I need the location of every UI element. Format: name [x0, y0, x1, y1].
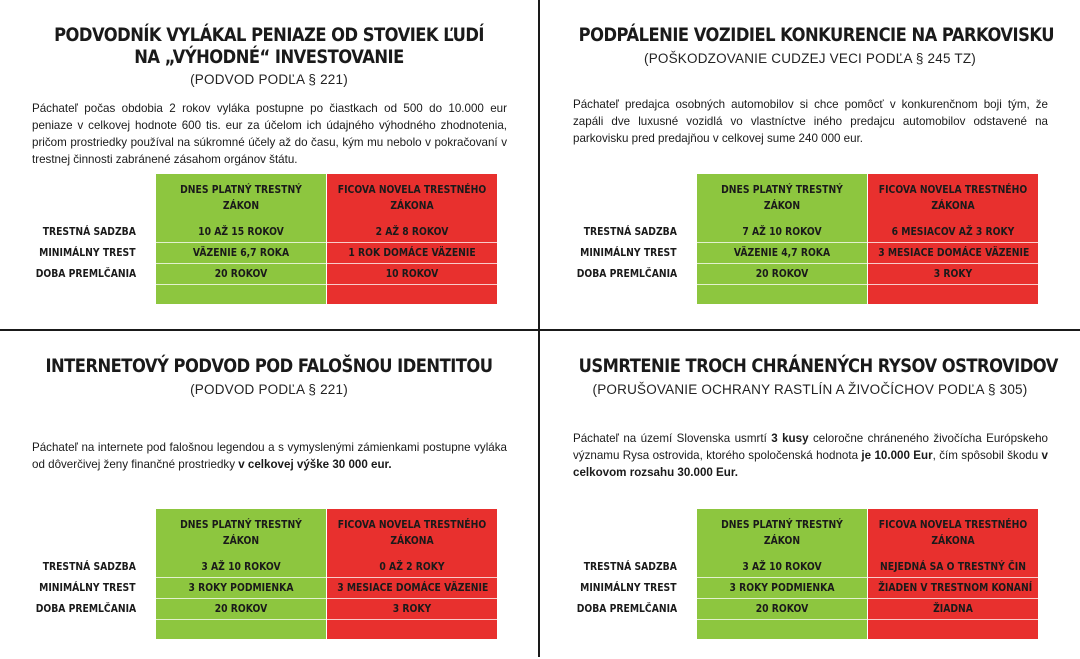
table-row: [0, 557, 538, 578]
panel-investment-fraud: [0, 0, 538, 328]
current-value: 20 ROKOV: [214, 268, 268, 280]
table-row: [541, 557, 1079, 578]
current-value: 20 ROKOV: [755, 268, 809, 280]
description-text: Páchateľ na internete pod falošnou legendou a s vymyslenými zámienkami postupne vyláka od dôverčivej ženy finančné prostriedky: [32, 441, 507, 471]
panel-title: [38, 355, 501, 377]
row-separator: [697, 284, 1038, 285]
proposed-value: NEJEDNÁ SA O TRESTNÝ ČIN: [880, 561, 1026, 573]
proposed-value: 2 AŽ 8 ROKOV: [375, 226, 449, 238]
row-label: MINIMÁLNY TREST: [39, 247, 136, 259]
row-separator: [156, 284, 497, 285]
row-label: MINIMÁLNY TREST: [580, 247, 677, 259]
comparison-table: [541, 509, 1079, 639]
panel-title-line-1: USMRTENIE TROCH CHRÁNENÝCH RYSOV OSTROVIDOV: [578, 355, 1058, 377]
current-value: 20 ROKOV: [214, 603, 268, 615]
row-label: DOBA PREMLČANIA: [576, 603, 677, 615]
row-label: DOBA PREMLČANIA: [35, 603, 136, 615]
row-label: TRESTNÁ SADZBA: [583, 561, 677, 573]
table-row: [541, 243, 1079, 264]
current-value: 3 AŽ 10 ROKOV: [201, 561, 281, 573]
table-row: [541, 264, 1079, 285]
proposed-value: 3 ROKY: [392, 603, 432, 615]
table-row: [0, 243, 538, 264]
proposed-value: 10 ROKOV: [385, 268, 439, 280]
proposed-value: ŽIADNA: [933, 603, 973, 615]
panel-description: [573, 96, 1048, 147]
current-law-header: DNES PLATNÝ TRESTNÝ ZÁKON: [721, 519, 843, 547]
panel-title-line-1: PODVODNÍK VYLÁKAL PENIAZE OD STOVIEK ĽUDÍ: [54, 24, 484, 46]
row-label: TRESTNÁ SADZBA: [42, 561, 136, 573]
panel-lynx-killing: [541, 331, 1079, 659]
panel-subtitle: (POŠKODZOVANIE CUDZEJ VECI PODĽA § 245 TZ): [644, 51, 976, 66]
proposed-value: 6 MESIACOV AŽ 3 ROKY: [891, 226, 1015, 238]
current-value: 3 AŽ 10 ROKOV: [742, 561, 822, 573]
description-emphasis: 3 kusy: [771, 432, 809, 445]
current-value: VÄZENIE 4,7 ROKA: [733, 247, 831, 259]
table-row: [0, 264, 538, 285]
current-value: 10 AŽ 15 ROKOV: [198, 226, 284, 238]
panel-title-line-2: NA „VÝHODNÉ“ INVESTOVANIE: [134, 46, 404, 68]
proposed-law-header: FICOVA NOVELA TRESTNÉHO ZÁKONA: [337, 519, 487, 547]
panel-description: [32, 100, 507, 168]
panel-vehicle-arson: [541, 0, 1079, 328]
description-text: Páchateľ počas obdobia 2 rokov vyláka postupne po čiastkach od 500 do 10.000 eur peniaze v celkovej hodnote 600 tis. eur za účelom ich údajného výhodného zhodnotenia, pričom prostriedky používal na súkromné účely až do času, kým mu nebolo v pokračovaní v trestnej činnosti zabránené zásahom orgánov štátu.: [32, 102, 507, 166]
proposed-value: 1 ROK DOMÁCE VÄZENIE: [348, 247, 476, 259]
panel-subtitle: (PODVOD PODĽA § 221): [190, 382, 348, 397]
description-text: Páchateľ na území Slovenska usmrtí: [573, 432, 772, 445]
proposed-law-header: FICOVA NOVELA TRESTNÉHO ZÁKONA: [878, 184, 1028, 212]
current-value: 3 ROKY PODMIENKA: [729, 582, 835, 594]
proposed-value: 3 ROKY: [933, 268, 973, 280]
table-row: [0, 222, 538, 243]
current-value: VÄZENIE 6,7 ROKA: [192, 247, 290, 259]
row-label: MINIMÁLNY TREST: [39, 582, 136, 594]
panel-title: [38, 24, 501, 68]
description-emphasis: v celkovej výške 30 000 eur.: [238, 458, 392, 471]
panel-subtitle: (PODVOD PODĽA § 221): [190, 72, 348, 87]
proposed-value: 3 MESIACE DOMÁCE VÄZENIE: [337, 582, 489, 594]
current-law-header: DNES PLATNÝ TRESTNÝ ZÁKON: [180, 184, 302, 212]
proposed-value: ŽIADEN V TRESTNOM KONANÍ: [878, 582, 1033, 594]
proposed-value: 0 AŽ 2 ROKY: [379, 561, 445, 573]
proposed-law-header: FICOVA NOVELA TRESTNÉHO ZÁKONA: [337, 184, 487, 212]
row-label: TRESTNÁ SADZBA: [583, 226, 677, 238]
current-value: 3 ROKY PODMIENKA: [188, 582, 294, 594]
table-row: [541, 222, 1079, 243]
current-law-header: DNES PLATNÝ TRESTNÝ ZÁKON: [721, 184, 843, 212]
current-value: 20 ROKOV: [755, 603, 809, 615]
description-text: celoročne chráneného živočícha Európskeho významu Rysa ostrovida, ktorého spoločenská hodnota: [573, 432, 1048, 462]
current-value: 7 AŽ 10 ROKOV: [742, 226, 822, 238]
panel-title: [578, 355, 1058, 377]
panel-internet-fraud: [0, 331, 538, 659]
description-emphasis: je 10.000 Eur: [861, 449, 933, 462]
panel-subtitle: (PORUŠOVANIE OCHRANY RASTLÍN A ŽIVOČÍCHOV PODĽA § 305): [592, 382, 1028, 397]
panel-title: [578, 24, 1054, 46]
comparison-table: [0, 174, 538, 304]
row-separator: [156, 619, 497, 620]
table-row: [541, 578, 1079, 599]
panel-description: [573, 430, 1048, 481]
row-label: TRESTNÁ SADZBA: [42, 226, 136, 238]
panel-title-line-1: INTERNETOVÝ PODVOD POD FALOŠNOU IDENTITOU: [45, 355, 493, 377]
row-label: DOBA PREMLČANIA: [576, 268, 677, 280]
panel-title-line-1: PODPÁLENIE VOZIDIEL KONKURENCIE NA PARKOVISKU: [578, 24, 1054, 46]
description-emphasis: v celkovom rozsahu 30.000 Eur.: [573, 449, 1048, 479]
current-law-header: DNES PLATNÝ TRESTNÝ ZÁKON: [180, 519, 302, 547]
proposed-law-header: FICOVA NOVELA TRESTNÉHO ZÁKONA: [878, 519, 1028, 547]
description-text: , čím spôsobil škodu: [932, 449, 1042, 462]
comparison-table: [0, 509, 538, 639]
proposed-value: 3 MESIACE DOMÁCE VÄZENIE: [878, 247, 1030, 259]
panel-description: [32, 439, 507, 473]
description-text: Páchateľ predajca osobných automobilov si chce pomôcť v konkurenčnom boji tým, že zapáli dve luxusné vozidlá vo vlastníctve iného predajcu automobilov odstavené na parkovisku pred predajňou v celkovej sume 240 000 eur.: [573, 98, 1048, 145]
table-row: [0, 578, 538, 599]
row-label: DOBA PREMLČANIA: [35, 268, 136, 280]
row-separator: [697, 619, 1038, 620]
comparison-table: [541, 174, 1079, 304]
table-row: [0, 599, 538, 620]
row-label: MINIMÁLNY TREST: [580, 582, 677, 594]
table-row: [541, 599, 1079, 620]
